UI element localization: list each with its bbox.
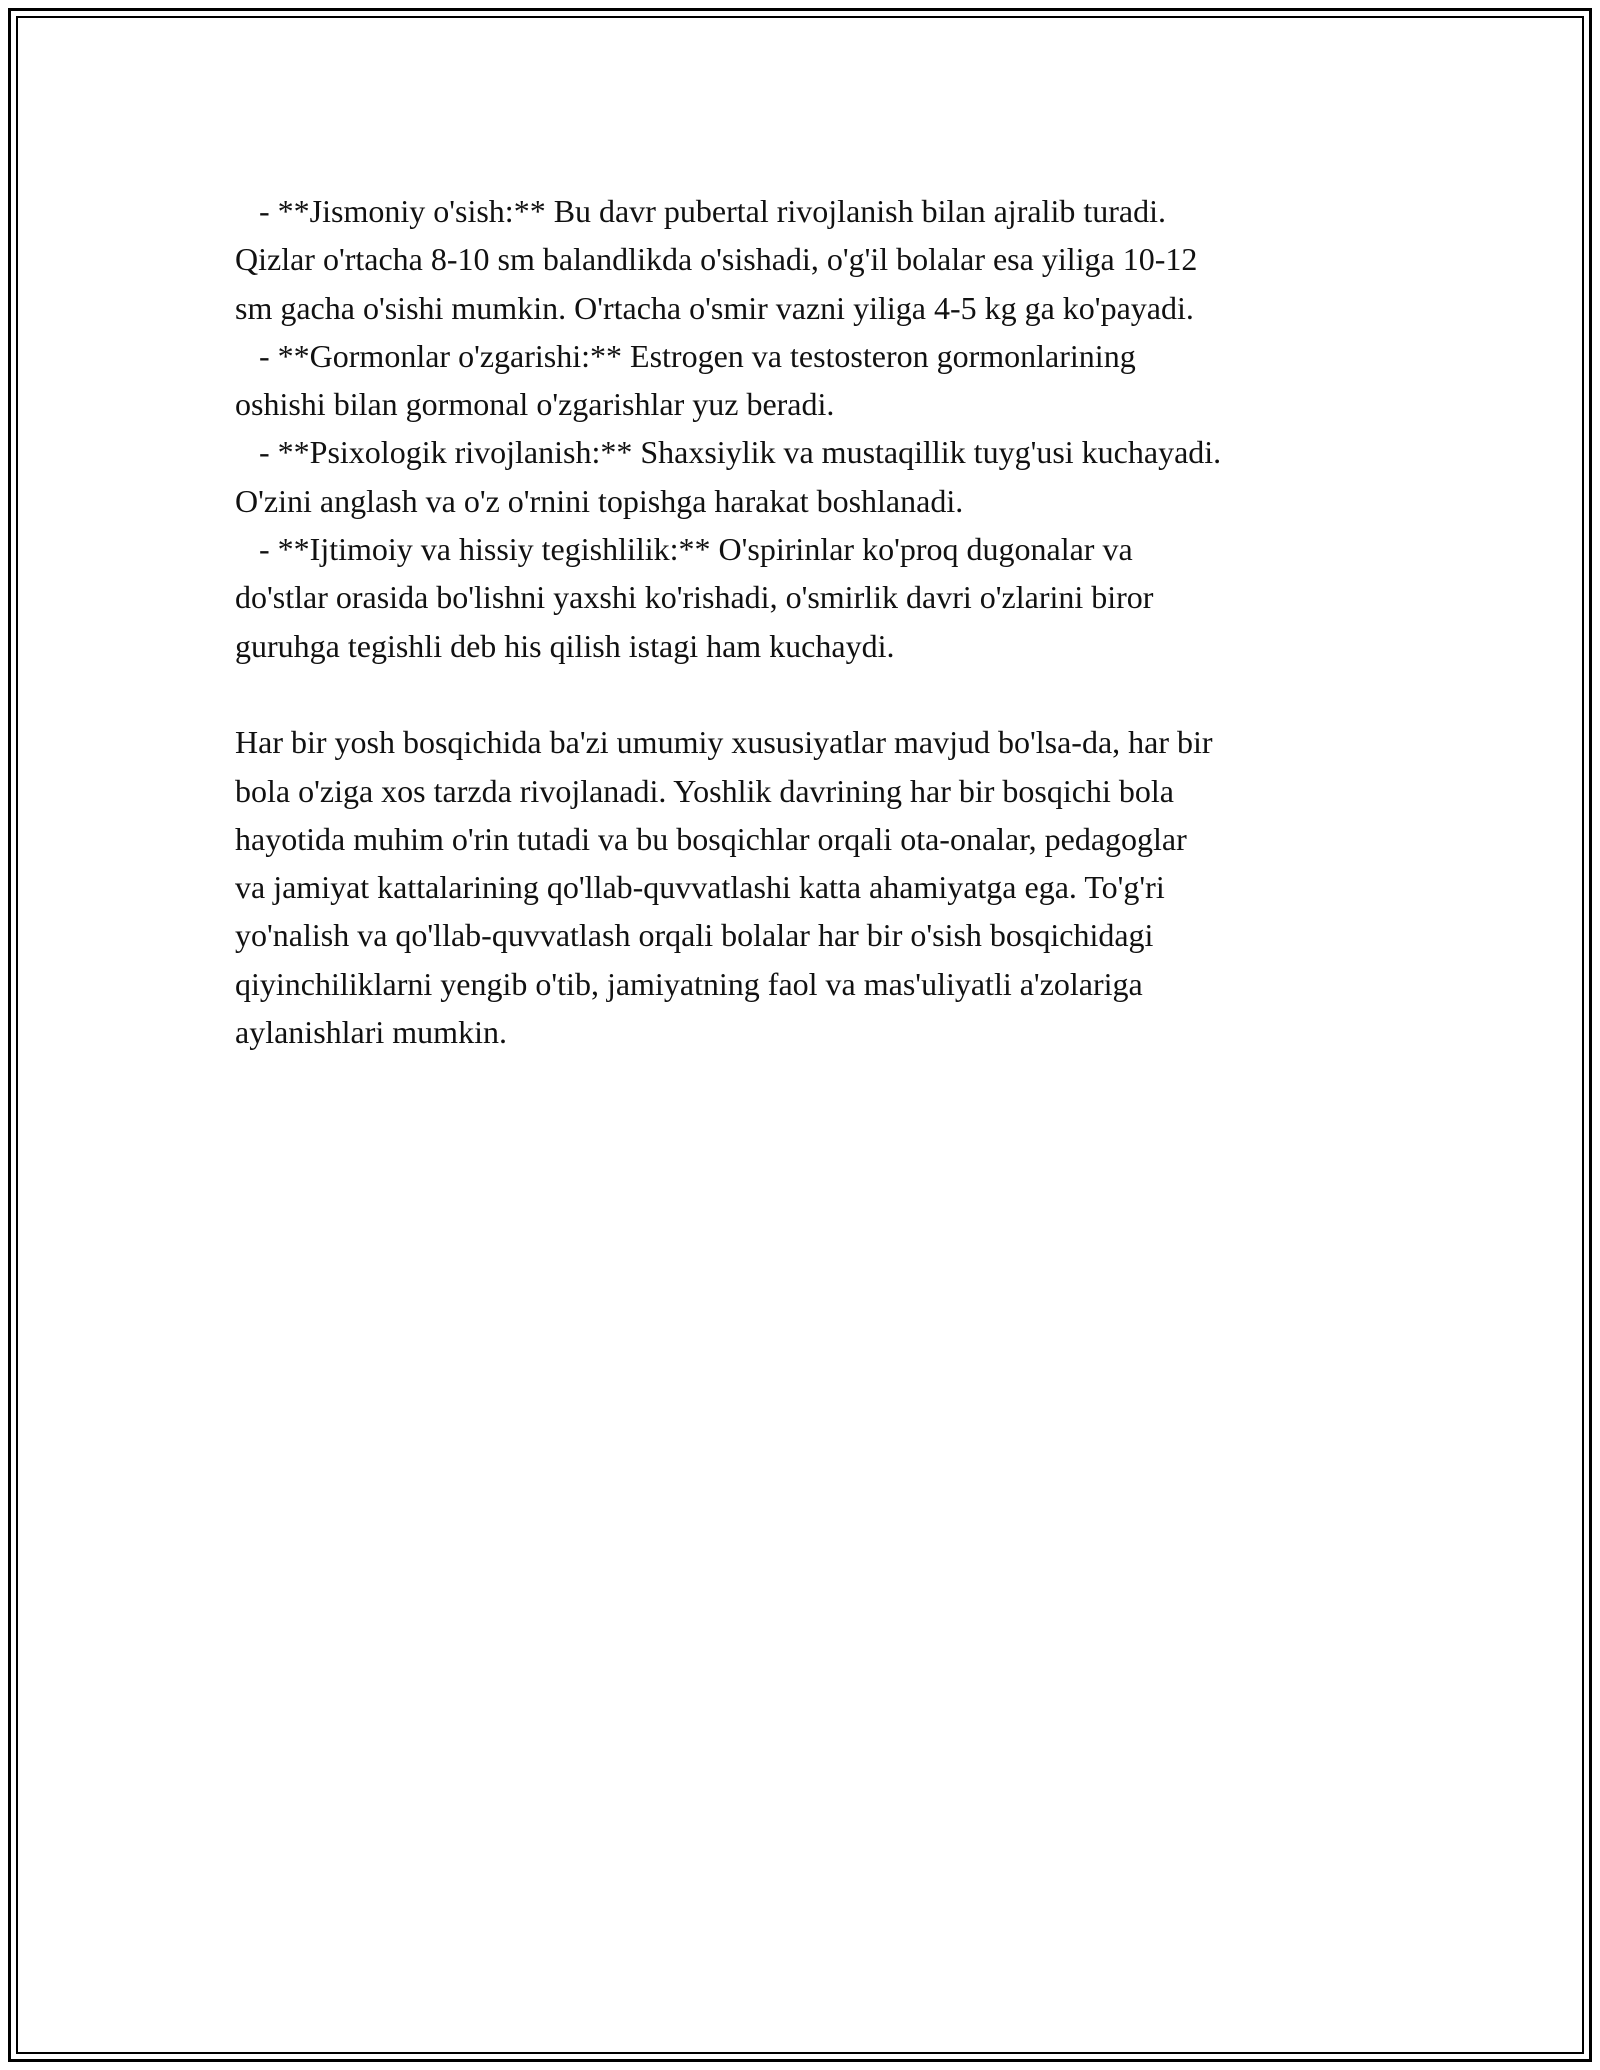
text-line: - **Jismoniy o'sish:** Bu davr pubertal rivojlanish bilan ajralib turadi. (235, 193, 1166, 229)
text-line: qiyinchiliklarni yengib o'tib, jamiyatning faol va mas'uliyatli a'zolariga (235, 965, 1143, 1002)
text-line: sm gacha o'sishi mumkin. O'rtacha o'smir vazni yiliga 4-5 kg ga ko'payadi. (235, 289, 1194, 326)
text-line: O'zini anglash va o'z o'rnini topishga harakat boshlanadi. (235, 482, 964, 519)
text-line: Qizlar o'rtacha 8-10 sm balandlikda o'sishadi, o'g'il bolalar esa yiliga 10-12 (235, 241, 1198, 278)
text-line: do'stlar orasida bo'lishni yaxshi ko'rishadi, o'smirlik davri o'zlarini biror (235, 579, 1154, 616)
text-line: - **Psixologik rivojlanish:** Shaxsiylik va mustaqillik tuyg'usi kuchayadi. (235, 434, 1222, 471)
document-body (235, 187, 1380, 1056)
text-line: - **Ijtimoiy va hissiy tegishlilik:** O'spirinlar ko'proq dugonalar va (235, 531, 1133, 568)
text-line: guruhga tegishli deb his qilish istagi ham kuchaydi. (235, 627, 895, 664)
text-line: va jamiyat kattalarining qo'llab-quvvatlashi katta ahamiyatga ega. To'g'ri (235, 869, 1165, 906)
text-line: yo'nalish va qo'llab-quvvatlash orqali bolalar har bir o'sish bosqichidagi (235, 917, 1154, 954)
text-line: aylanishlari mumkin. (235, 1014, 507, 1051)
text-line: hayotida muhim o'rin tutadi va bu bosqichlar orqali ota-onalar, pedagoglar (235, 820, 1187, 857)
text-line: Har bir yosh bosqichida ba'zi umumiy xususiyatlar mavjud bo'lsa-da, har bir (235, 724, 1213, 761)
text-line: bola o'ziga xos tarzda rivojlanadi. Yoshlik davrining har bir bosqichi bola (235, 772, 1174, 809)
text-line: - **Gormonlar o'zgarishi:** Estrogen va testosteron gormonlarining (235, 337, 1136, 374)
paragraph-gap (235, 670, 1380, 718)
text-line: oshishi bilan gormonal o'zgarishlar yuz beradi. (235, 386, 835, 423)
